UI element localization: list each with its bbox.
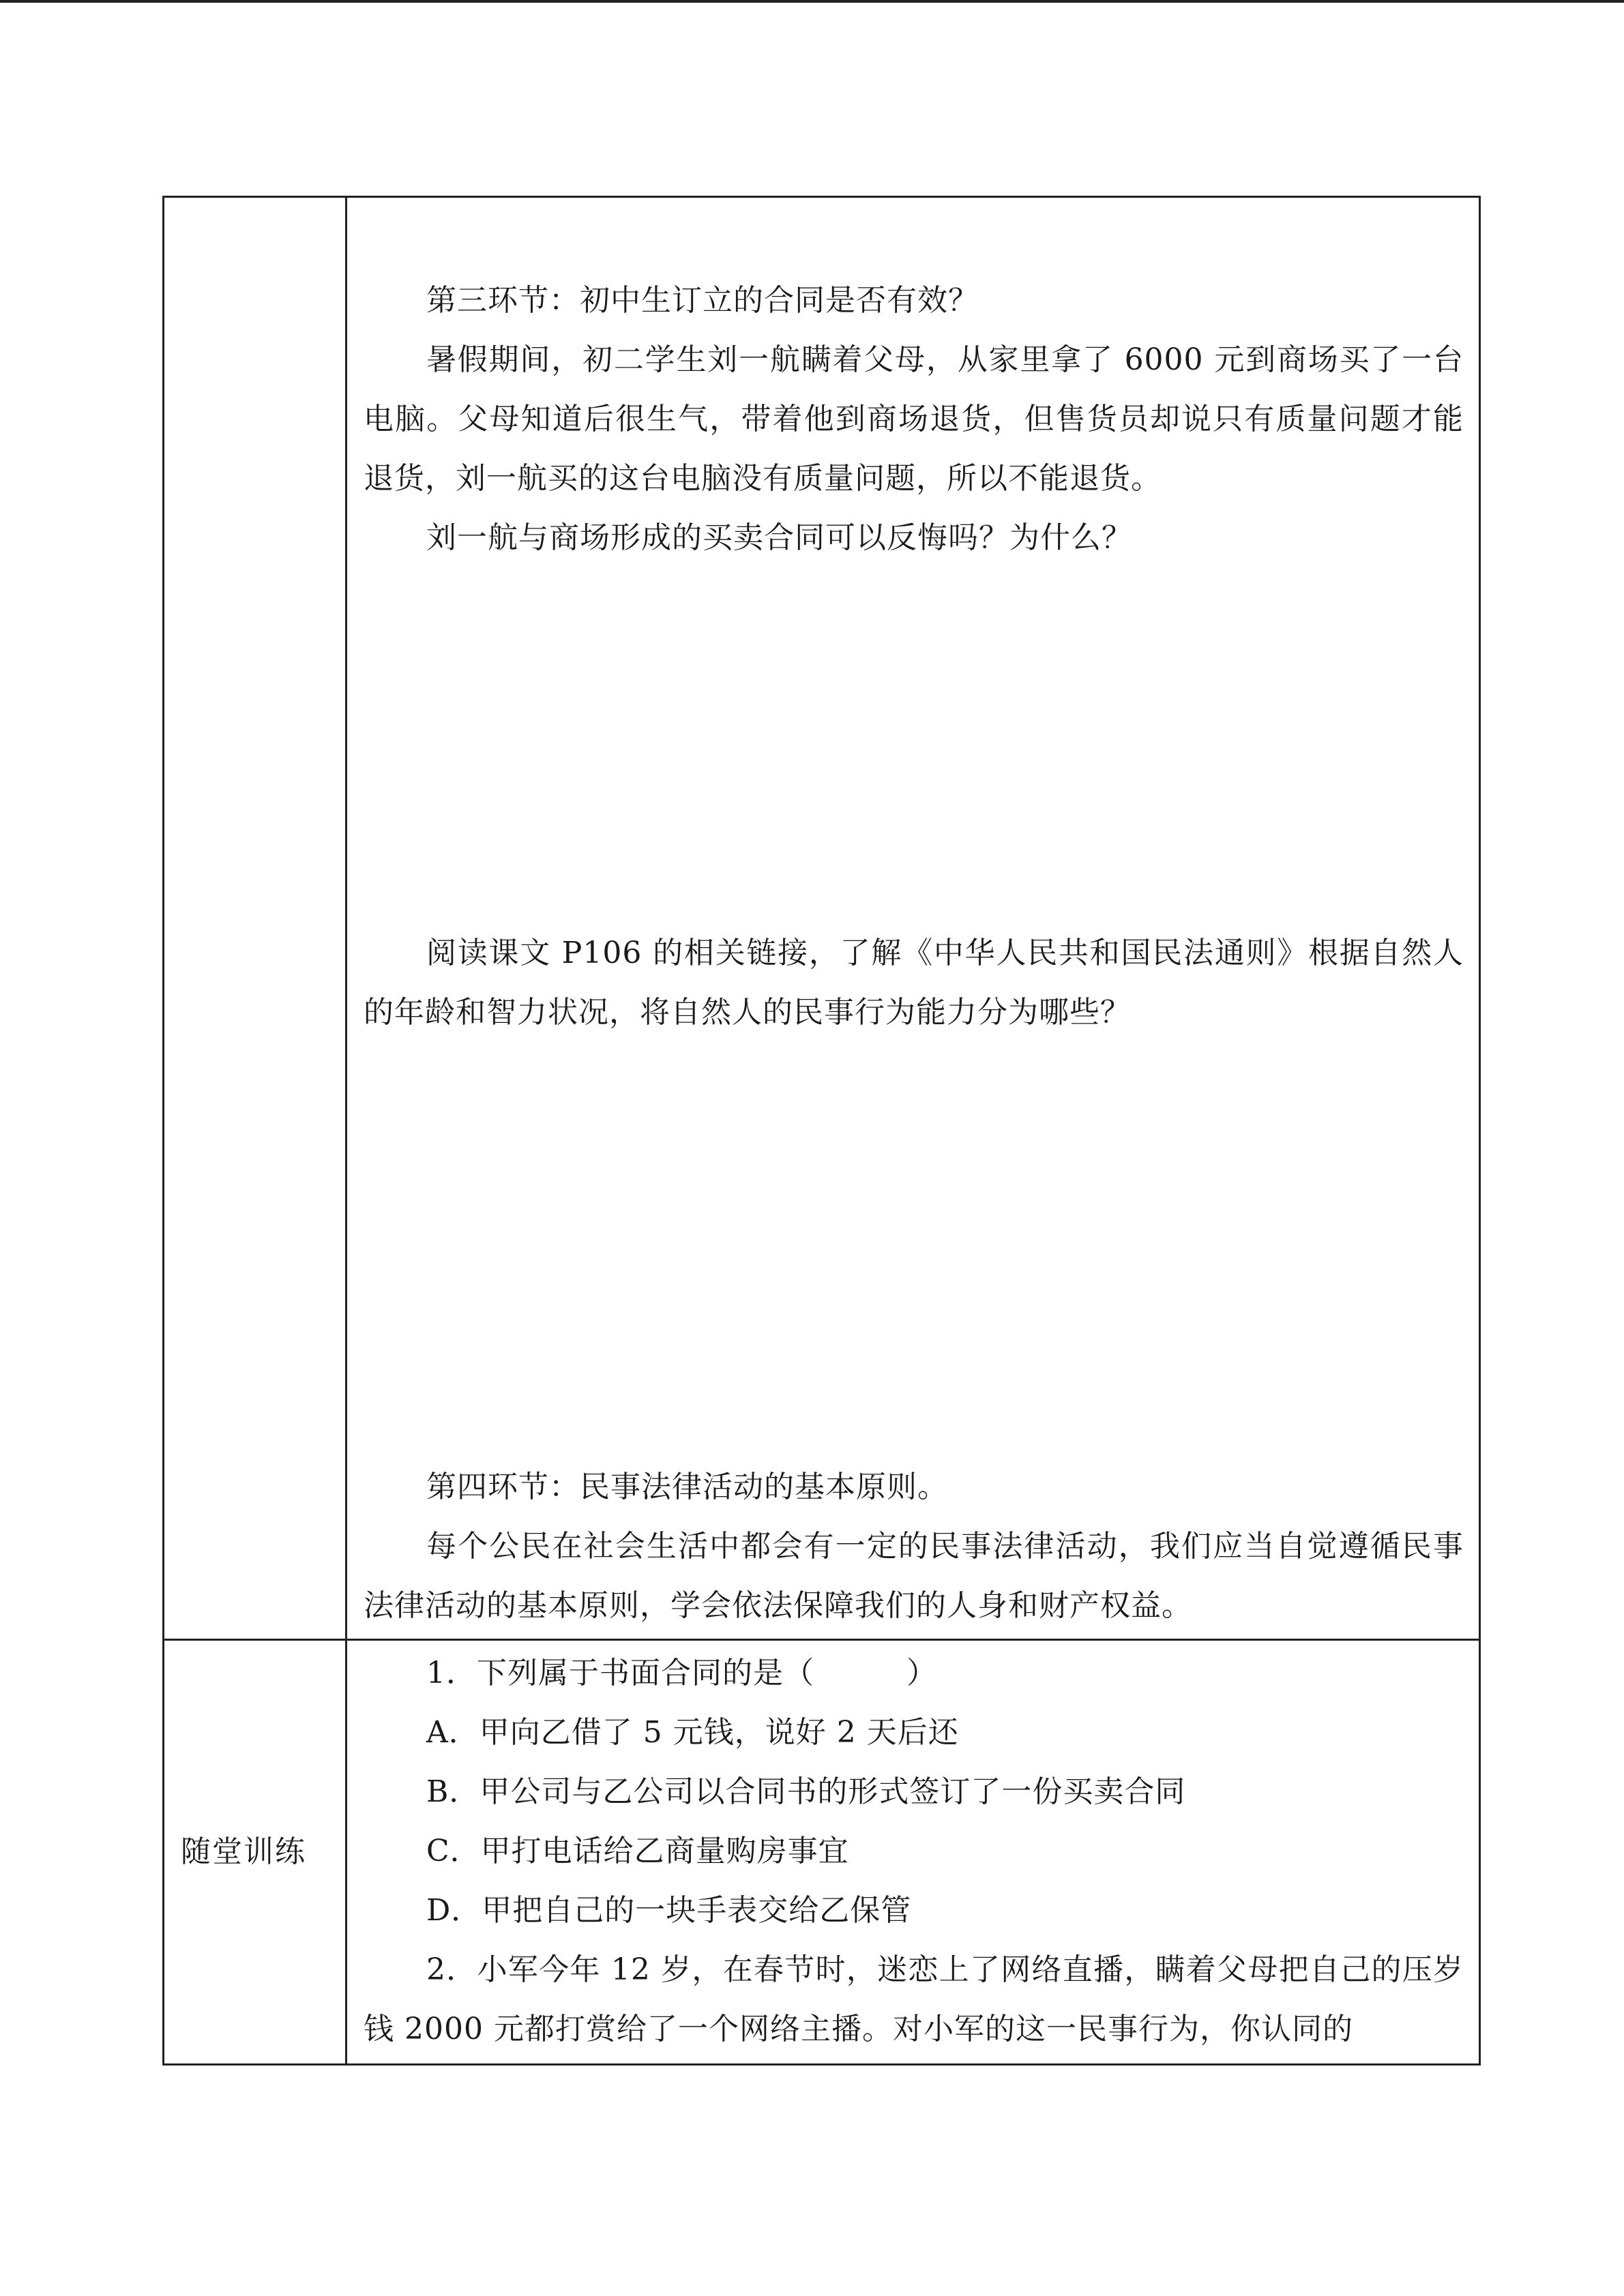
section4-text: 每个公民在社会生活中都会有一定的民事法律活动，我们应当自觉遵循民事法律活动的基本原则，学会依法保障我们的人身和财产权益。	[364, 1529, 1464, 1623]
reading-task: 阅读课文 P106 的相关链接，了解《中华人民共和国民法通则》根据自然人的年龄和智力状况，将自然人的民事行为能力分为哪些？	[364, 936, 1464, 1030]
page-top-border	[0, 0, 1624, 3]
question-1-stem: 1．下列属于书面合同的是（ ）	[426, 1656, 937, 1690]
question-1-option-d: D．甲把自己的一块手表交给乙保管	[426, 1893, 912, 1928]
content-row	[164, 197, 1480, 1640]
question-1-option-c: C．甲打电话给乙商量购房事宜	[426, 1834, 849, 1868]
practice-label-cell	[164, 1640, 346, 2065]
question-1-option-b: B．甲公司与乙公司以合同书的形式签订了一份买卖合同	[426, 1774, 1186, 1809]
question-2-stem: 2．小军今年 12 岁，在春节时，迷恋上了网络直播，瞒着父母把自己的压岁钱 2000 元都打赏给了一个网络主播。对小军的这一民事行为，你认同的	[364, 1952, 1464, 2046]
section4-title: 第四环节：民事法律活动的基本原则。	[426, 1470, 948, 1504]
section3-question: 刘一航与商场形成的买卖合同可以反悔吗？为什么？	[426, 520, 1132, 555]
content-label-cell	[164, 197, 346, 1640]
answer-space-2	[364, 1042, 1464, 1457]
lesson-table	[162, 196, 1481, 2066]
answer-space-1	[364, 567, 1464, 923]
content-body-cell	[346, 197, 1480, 1640]
question-1-option-a: A．甲向乙借了 5 元钱，说好 2 天后还	[426, 1715, 959, 1750]
section3-case-text: 暑假期间，初二学生刘一航瞒着父母，从家里拿了 6000 元到商场买了一台电脑。父母知道后很生气，带着他到商场退货，但售货员却说只有质量问题才能退货，刘一航买的这台电脑没有质量问题，所以不能退货。	[364, 342, 1464, 496]
practice-body-cell	[346, 1640, 1480, 2065]
practice-row	[164, 1640, 1480, 2065]
practice-label: 随堂训练	[181, 1834, 306, 1869]
section3-title: 第三环节：初中生订立的合同是否有效？	[426, 283, 979, 318]
